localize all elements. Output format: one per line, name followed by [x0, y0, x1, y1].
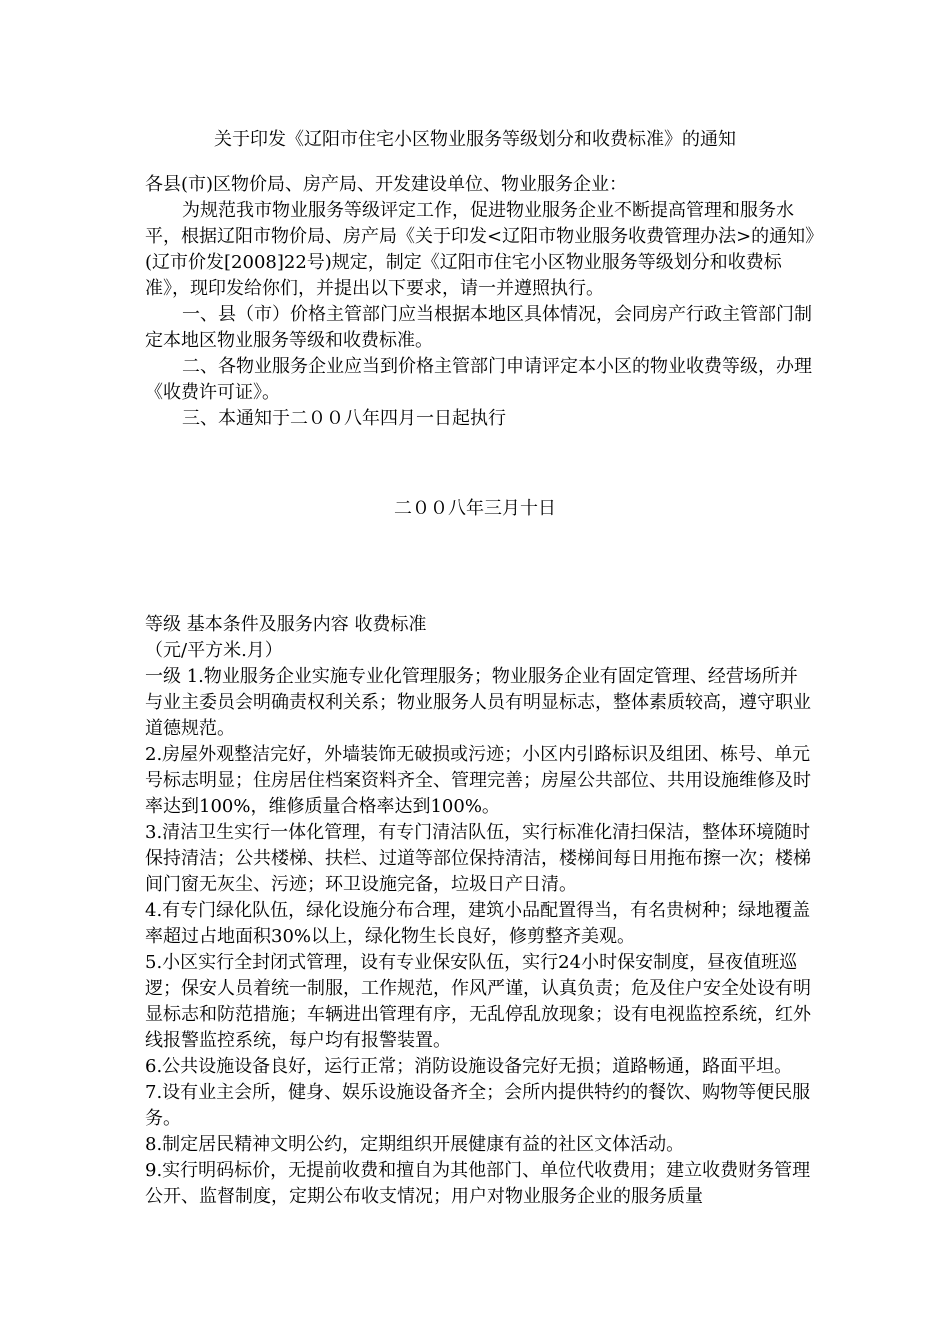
salutation: 各县(市)区物价局、房产局、开发建设单位、物业服务企业： — [145, 174, 628, 195]
intro-paragraph: 为规范我市物业服务等级评定工作，促进物业服务企业不断提高管理和服务水平，根据辽阳市物价局、房产局《关于印发<辽阳市物业服务收费管理办法>的通知》(辽市价发[2008]22号)规定，制定《辽阳市住宅小区物业服务等级划分和收费标准》，现印发给你们，并提出以下要求，请一并遵照执行。 — [145, 200, 815, 299]
service-grade-table — [145, 612, 815, 1210]
requirement-item: 三、本通知于二００八年四月一日起执行 — [182, 408, 506, 429]
notice-body — [145, 172, 815, 432]
table-row: 6.公共设施设备良好，运行正常；消防设施设备完好无损；道路畅通，路面平坦。 — [145, 1056, 793, 1077]
table-unit: （元/平方米.月） — [145, 640, 283, 661]
table-row: 9.实行明码标价，无提前收费和擅自为其他部门、单位代收费用；建立收费财务管理公开、监督制度，定期公布收支情况；用户对物业服务企业的服务质量 — [145, 1160, 811, 1207]
table-row: 8.制定居民精神文明公约，定期组织开展健康有益的社区文体活动。 — [145, 1134, 685, 1155]
document-date: 二００八年三月十日 — [394, 498, 556, 519]
table-row: 一级 1.物业服务企业实施专业化管理服务；物业服务企业有固定管理、经营场所并与业主委员会明确责权利关系；物业服务人员有明显标志，整体素质较高，遵守职业道德规范。 — [145, 666, 811, 739]
table-row: 7.设有业主会所，健身、娱乐设施设备齐全；会所内提供特约的餐饮、购物等便民服务。 — [145, 1082, 811, 1129]
table-header: 等级 基本条件及服务内容 收费标准 — [145, 614, 427, 635]
requirement-item: 二、各物业服务企业应当到价格主管部门申请评定本小区的物业收费等级，办理《收费许可证》。 — [145, 356, 812, 403]
table-row: 3.清洁卫生实行一体化管理，有专门清洁队伍，实行标准化清扫保洁，整体环境随时保持清洁；公共楼梯、扶栏、过道等部位保持清洁，楼梯间每日用拖布擦一次；楼梯间门窗无灰尘、污迹；环卫设施完备，垃圾日产日清。 — [145, 822, 811, 895]
requirement-item: 一、县（市）价格主管部门应当根据本地区具体情况，会同房产行政主管部门制定本地区物业服务等级和收费标准。 — [145, 304, 812, 351]
table-row: 2.房屋外观整洁完好，外墙装饰无破损或污迹；小区内引路标识及组团、栋号、单元号标志明显；住房居住档案资料齐全、管理完善；房屋公共部位、共用设施维修及时率达到100%，维修质量合格率达到100%。 — [145, 744, 811, 817]
table-row: 4.有专门绿化队伍，绿化设施分布合理，建筑小品配置得当，有名贵树种；绿地覆盖率超过占地面积30%以上，绿化物生长良好，修剪整齐美观。 — [145, 900, 811, 947]
table-row: 5.小区实行全封闭式管理，设有专业保安队伍，实行24小时保安制度，昼夜值班巡逻；保安人员着统一制服，工作规范，作风严谨，认真负责；危及住户安全处设有明显标志和防范措施；车辆进出管理有序，无乱停乱放现象；设有电视监控系统，红外线报警监控系统，每户均有报警装置。 — [145, 952, 811, 1051]
document-title: 关于印发《辽阳市住宅小区物业服务等级划分和收费标准》的通知 — [214, 129, 736, 150]
